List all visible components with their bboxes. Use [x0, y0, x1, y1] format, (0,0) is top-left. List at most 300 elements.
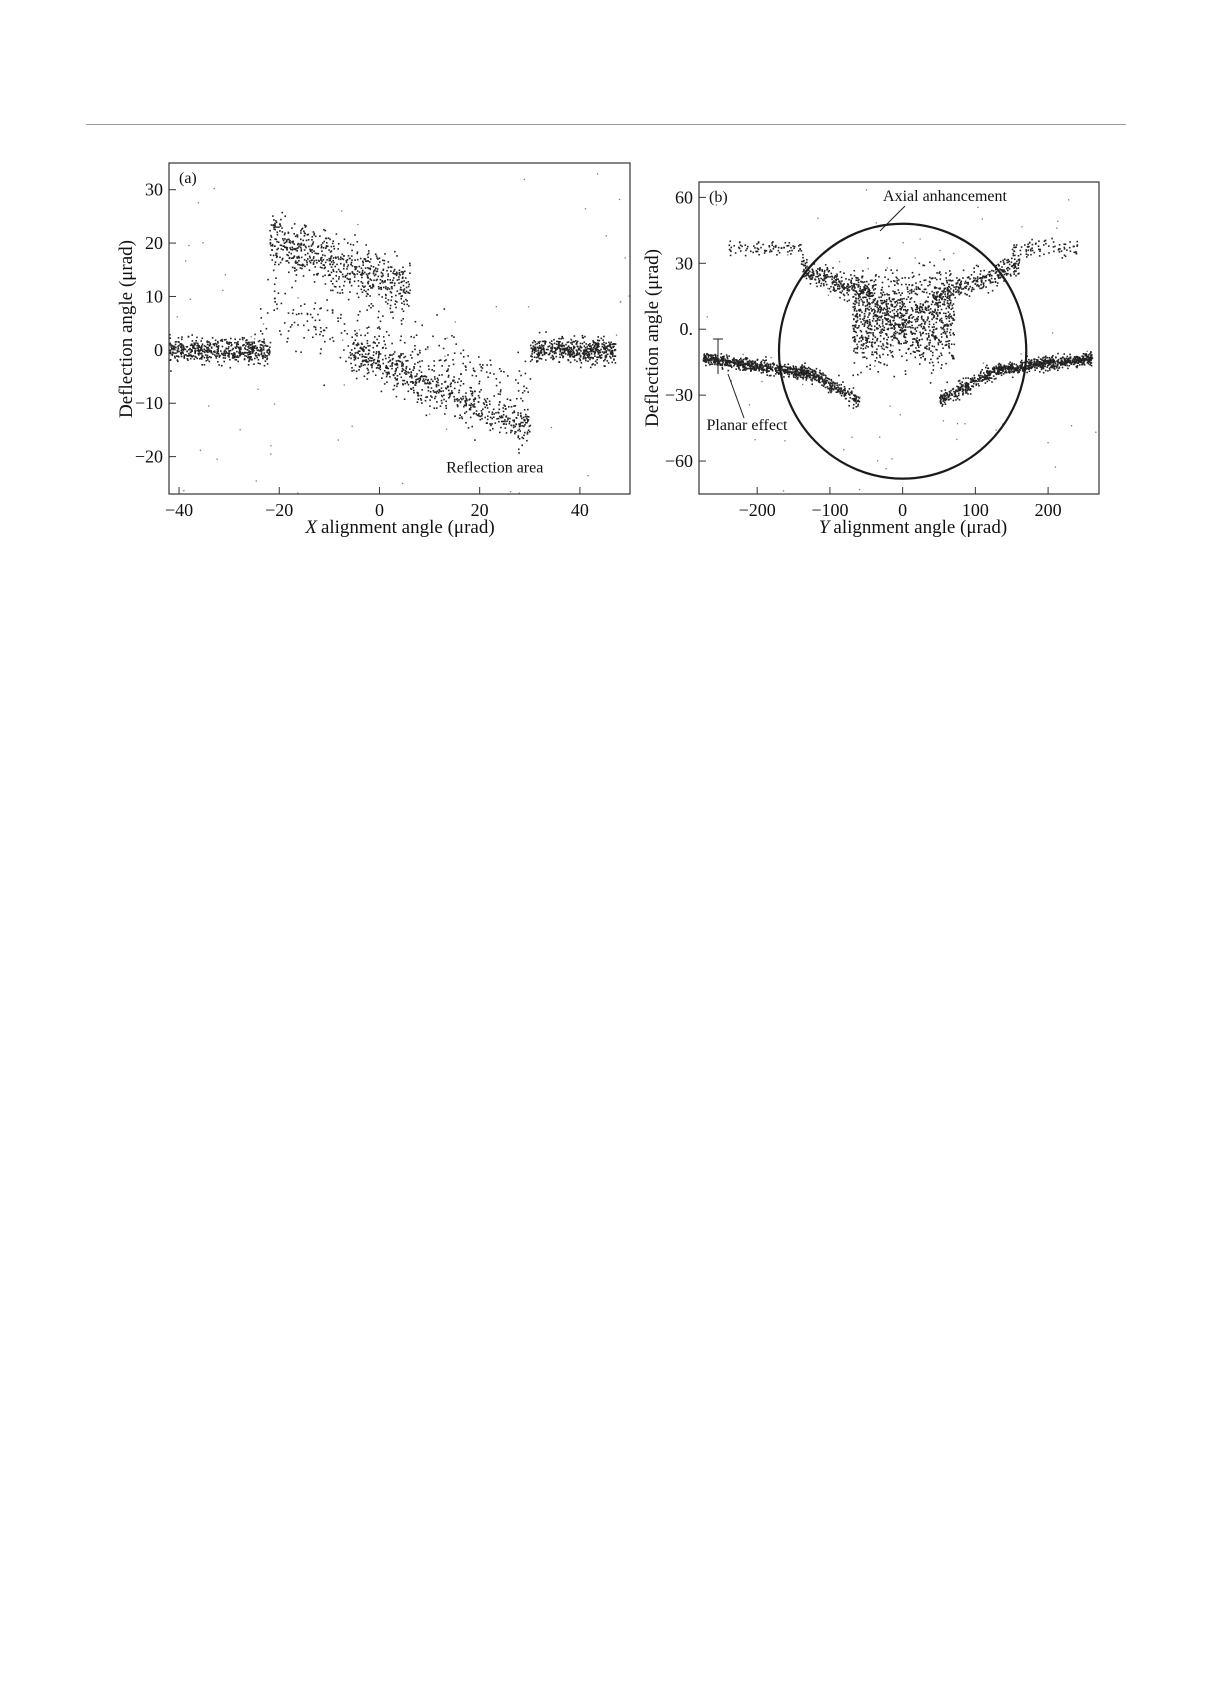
scatter-point-a [441, 400, 443, 402]
scatter-point-a [320, 257, 322, 259]
scatter-point-a [390, 282, 392, 284]
scatter-point-a [228, 343, 230, 345]
scatter-point-a [421, 402, 423, 404]
scatter-point-a [177, 351, 179, 353]
panel-b [642, 182, 1099, 538]
scatter-point-a [572, 341, 574, 343]
scatter-point-a [338, 269, 340, 271]
scatter-point-a [315, 252, 317, 254]
scatter-point-a [229, 342, 231, 344]
scatter-point-a [329, 338, 331, 340]
scatter-point-b [937, 309, 939, 311]
scatter-point-b [941, 405, 943, 407]
scatter-point-a [195, 342, 197, 344]
scatter-point-b [863, 348, 865, 350]
scatter-point-a [183, 490, 184, 491]
scatter-point-a [367, 378, 369, 380]
scatter-point-a [340, 357, 342, 359]
scatter-point-a [413, 387, 415, 389]
scatter-point-a [294, 223, 296, 225]
scatter-point-a [521, 445, 523, 447]
scatter-point-a [330, 260, 332, 262]
scatter-point-a [389, 288, 391, 290]
scatter-point-a [178, 356, 180, 358]
scatter-point-a [509, 418, 511, 420]
scatter-point-b [822, 372, 824, 374]
scatter-point-a [258, 359, 260, 361]
scatter-point-a [312, 337, 314, 339]
scatter-point-b [966, 382, 968, 384]
scatter-point-a [432, 380, 434, 382]
scatter-point-b [1050, 358, 1052, 360]
scatter-point-b [1008, 371, 1010, 373]
scatter-point-a [392, 359, 394, 361]
scatter-point-b [825, 375, 827, 377]
scatter-point-a [323, 229, 325, 231]
scatter-point-b [994, 369, 996, 371]
scatter-point-b [1049, 357, 1051, 359]
scatter-point-b [720, 360, 722, 362]
scatter-point-a [451, 390, 453, 392]
scatter-point-b [727, 361, 729, 363]
scatter-point-a [217, 361, 219, 363]
scatter-point-b [1052, 355, 1054, 357]
scatter-point-b [914, 333, 916, 335]
scatter-point-a [171, 344, 173, 346]
scatter-point-a [280, 262, 282, 264]
scatter-point-b [831, 390, 833, 392]
scatter-point-a [585, 347, 587, 349]
scatter-point-a [293, 257, 295, 259]
scatter-point-b [720, 364, 722, 366]
scatter-point-a [332, 283, 334, 285]
scatter-point-a [380, 279, 382, 281]
scatter-point-b [1086, 355, 1088, 357]
scatter-point-a [580, 356, 582, 358]
scatter-point-a [256, 480, 257, 481]
scatter-point-a [378, 368, 380, 370]
scatter-point-b [866, 281, 868, 283]
scatter-point-a [443, 394, 445, 396]
scatter-point-a [597, 173, 598, 174]
scatter-point-a [340, 317, 342, 319]
scatter-point-b [1069, 354, 1071, 356]
scatter-point-b [812, 373, 814, 375]
scatter-point-b [858, 304, 860, 306]
figure [0, 0, 1211, 560]
scatter-point-a [440, 405, 442, 407]
scatter-point-b [804, 362, 806, 364]
scatter-point-b [912, 344, 914, 346]
scatter-point-a [385, 294, 387, 296]
scatter-point-a [273, 270, 275, 272]
scatter-point-a [612, 354, 614, 356]
scatter-point-a [446, 338, 447, 339]
scatter-point-a [536, 357, 538, 359]
scatter-point-a [170, 354, 171, 355]
scatter-point-a [304, 303, 306, 305]
scatter-point-a [413, 392, 415, 394]
scatter-point-a [499, 368, 501, 370]
scatter-point-a [217, 355, 219, 357]
scatter-point-a [554, 353, 556, 355]
scatter-point-a [313, 256, 315, 258]
scatter-point-a [338, 258, 340, 260]
scatter-point-a [520, 422, 522, 424]
scatter-point-b [945, 363, 947, 365]
scatter-point-a [181, 339, 183, 341]
scatter-point-b [715, 354, 717, 356]
scatter-point-b [775, 370, 777, 372]
scatter-point-b [854, 395, 856, 397]
scatter-point-a [278, 241, 280, 243]
scatter-point-a [524, 179, 525, 180]
scatter-point-a [296, 248, 298, 250]
scatter-point-b [1088, 354, 1090, 356]
scatter-point-a [516, 398, 518, 400]
scatter-point-a [490, 417, 492, 419]
scatter-point-b [895, 331, 897, 333]
scatter-point-b [708, 360, 710, 362]
scatter-point-a [403, 369, 405, 371]
scatter-point-a [401, 289, 403, 291]
scatter-point-b [995, 378, 997, 380]
scatter-point-a [357, 259, 359, 261]
scatter-point-b [941, 364, 943, 366]
scatter-point-b [744, 369, 746, 371]
scatter-point-b [829, 390, 831, 392]
scatter-point-a [415, 321, 417, 323]
scatter-point-b [721, 353, 723, 355]
scatter-point-a [207, 344, 209, 346]
scatter-point-a [474, 390, 476, 392]
scatter-point-a [594, 355, 596, 357]
scatter-point-a [207, 340, 209, 342]
scatter-point-a [570, 354, 572, 356]
scatter-point-b [801, 374, 803, 376]
scatter-point-a [225, 357, 227, 359]
scatter-point-a [321, 247, 323, 249]
scatter-point-a [369, 345, 371, 347]
scatter-point-a [263, 349, 265, 351]
scatter-point-b [1089, 364, 1091, 366]
scatter-point-a [358, 285, 360, 287]
scatter-point-b [845, 398, 847, 400]
scatter-point-a [429, 399, 431, 401]
scatter-point-b [880, 362, 882, 364]
scatter-point-a [170, 359, 172, 361]
scatter-point-a [294, 268, 296, 270]
scatter-point-a [274, 301, 276, 303]
scatter-point-a [565, 353, 567, 355]
scatter-point-b [812, 375, 814, 377]
scatter-point-a [242, 339, 244, 341]
scatter-point-b [706, 354, 708, 356]
scatter-point-b [1009, 362, 1011, 364]
scatter-point-a [589, 359, 591, 361]
scatter-point-a [394, 385, 396, 387]
scatter-point-a [312, 244, 314, 246]
scatter-point-a [363, 346, 365, 348]
scatter-point-a [457, 382, 459, 384]
scatter-point-a [513, 405, 515, 407]
y-tick-label-a: −20 [134, 446, 163, 467]
scatter-point-a [370, 258, 372, 260]
scatter-point-b [1049, 362, 1051, 364]
scatter-point-a [362, 291, 364, 293]
scatter-point-a [391, 368, 393, 370]
scatter-point-a [489, 403, 491, 405]
scatter-point-b [991, 377, 993, 379]
scatter-point-a [349, 291, 351, 293]
scatter-point-b [916, 286, 918, 288]
scatter-point-b [907, 309, 909, 311]
scatter-point-b [912, 327, 914, 329]
scatter-point-a [337, 317, 339, 319]
scatter-point-b [1041, 359, 1043, 361]
scatter-point-b [1040, 361, 1042, 363]
scatter-point-b [1040, 364, 1042, 366]
scatter-point-a [320, 353, 322, 355]
scatter-point-b [881, 329, 883, 331]
scatter-point-b [1043, 357, 1045, 359]
scatter-point-b [942, 322, 944, 324]
scatter-point-a [476, 410, 478, 412]
scatter-point-a [333, 262, 335, 264]
scatter-point-a [585, 358, 587, 360]
scatter-point-a [305, 254, 307, 256]
scatter-point-b [793, 376, 795, 378]
scatter-point-b [800, 370, 802, 372]
scatter-point-a [580, 367, 582, 369]
scatter-point-b [823, 385, 825, 387]
scatter-point-a [404, 342, 406, 344]
scatter-point-a [487, 419, 489, 421]
scatter-point-a [498, 421, 500, 423]
scatter-point-a [502, 407, 504, 409]
scatter-point-a [351, 349, 353, 351]
scatter-point-a [470, 387, 472, 389]
scatter-point-a [533, 346, 535, 348]
scatter-point-a [210, 350, 212, 352]
scatter-point-a [365, 347, 367, 349]
scatter-point-a [413, 390, 415, 392]
scatter-point-a [250, 351, 252, 353]
scatter-point-a [481, 412, 483, 414]
scatter-point-a [348, 357, 350, 359]
scatter-point-a [524, 424, 526, 426]
scatter-point-a [445, 405, 447, 407]
scatter-point-a [302, 240, 304, 242]
scatter-point-b [857, 374, 859, 376]
scatter-point-a [547, 349, 549, 351]
scatter-point-a [404, 398, 406, 400]
scatter-point-a [303, 244, 305, 246]
scatter-point-a [515, 405, 517, 407]
scatter-point-a [267, 279, 269, 281]
scatter-point-a [559, 361, 561, 363]
scatter-point-a [181, 347, 183, 349]
scatter-point-b [852, 296, 854, 298]
scatter-point-a [590, 367, 592, 369]
scatter-point-b [943, 313, 945, 315]
scatter-point-b [782, 366, 784, 368]
scatter-point-a [385, 355, 387, 357]
scatter-point-a [359, 354, 361, 356]
scatter-point-a [341, 210, 342, 211]
scatter-point-b [743, 366, 745, 368]
scatter-point-a [223, 361, 225, 363]
scatter-point-a [393, 270, 395, 272]
scatter-point-b [927, 316, 929, 318]
scatter-point-b [1011, 365, 1013, 367]
scatter-point-a [276, 249, 278, 251]
scatter-point-a [344, 323, 346, 325]
scatter-point-b [722, 368, 724, 370]
scatter-point-b [793, 365, 795, 367]
scatter-point-a [523, 386, 525, 388]
scatter-point-b [996, 366, 998, 368]
scatter-point-a [474, 371, 476, 373]
scatter-point-a [400, 340, 402, 342]
scatter-point-a [357, 357, 359, 359]
scatter-point-a [361, 365, 363, 367]
scatter-point-b [841, 395, 843, 397]
scatter-point-a [298, 243, 300, 245]
scatter-point-a [347, 273, 349, 275]
scatter-point-a [283, 245, 285, 247]
scatter-point-b [813, 377, 815, 379]
scatter-point-a [248, 343, 250, 345]
scatter-point-a [364, 272, 366, 274]
scatter-point-a [332, 290, 334, 292]
scatter-point-b [1053, 368, 1055, 370]
scatter-point-a [341, 289, 343, 291]
scatter-point-b [934, 304, 936, 306]
scatter-point-b [893, 320, 895, 322]
scatter-point-a [211, 347, 213, 349]
scatter-point-b [942, 400, 944, 402]
scatter-point-a [549, 354, 551, 356]
scatter-point-a [454, 352, 456, 354]
scatter-point-b [767, 370, 769, 372]
scatter-point-a [374, 336, 376, 338]
scatter-point-b [822, 374, 824, 376]
scatter-point-b [941, 390, 943, 392]
scatter-point-a [598, 353, 600, 355]
scatter-point-a [259, 363, 261, 365]
scatter-point-a [526, 440, 528, 442]
scatter-point-a [562, 348, 564, 350]
scatter-point-a [260, 308, 262, 310]
scatter-point-a [249, 342, 251, 344]
scatter-point-b [785, 366, 787, 368]
scatter-point-b [879, 316, 881, 318]
scatter-point-a [517, 382, 519, 384]
scatter-point-b [998, 368, 1000, 370]
scatter-point-a [428, 383, 430, 385]
scatter-point-b [726, 354, 728, 356]
scatter-point-b [941, 396, 943, 398]
scatter-point-a [458, 378, 460, 380]
scatter-point-b [1057, 353, 1059, 355]
scatter-point-b [864, 356, 866, 358]
scatter-point-a [386, 376, 388, 378]
scatter-point-a [240, 348, 242, 350]
scatter-point-a [482, 364, 484, 366]
scatter-point-b [748, 361, 750, 363]
scatter-point-b [765, 365, 767, 367]
scatter-point-a [481, 370, 483, 372]
scatter-point-a [504, 421, 506, 423]
scatter-point-a [266, 359, 268, 361]
scatter-point-a [396, 378, 398, 380]
scatter-point-a [241, 353, 243, 355]
scatter-point-a [490, 360, 492, 362]
scatter-point-a [412, 369, 414, 371]
scatter-point-a [371, 367, 373, 369]
scatter-point-a [251, 342, 253, 344]
scatter-point-a [372, 347, 374, 349]
scatter-point-a [332, 309, 334, 311]
scatter-point-a [436, 314, 438, 316]
scatter-point-b [1006, 372, 1008, 374]
scatter-point-a [416, 375, 418, 377]
scatter-point-b [1070, 356, 1072, 358]
scatter-point-b [885, 303, 887, 305]
scatter-point-b [882, 319, 884, 321]
scatter-point-a [522, 425, 524, 427]
scatter-point-b [1090, 355, 1092, 357]
scatter-point-b [892, 355, 894, 357]
scatter-point-a [597, 340, 599, 342]
scatter-point-b [716, 359, 718, 361]
scatter-point-a [202, 350, 204, 352]
scatter-point-a [337, 256, 339, 258]
scatter-point-a [503, 371, 505, 373]
scatter-point-a [528, 306, 529, 307]
scatter-point-a [279, 257, 281, 259]
scatter-point-b [704, 357, 706, 359]
scatter-point-b [840, 388, 842, 390]
scatter-point-b [980, 373, 982, 375]
scatter-point-a [406, 373, 408, 375]
scatter-point-a [367, 343, 369, 345]
scatter-point-b [829, 387, 831, 389]
scatter-point-a [576, 361, 578, 363]
scatter-point-a [221, 365, 223, 367]
scatter-point-b [765, 356, 767, 358]
scatter-point-a [613, 343, 615, 345]
scatter-point-a [188, 336, 190, 338]
scatter-point-a [328, 258, 330, 260]
scatter-point-a [610, 342, 612, 344]
scatter-point-b [904, 306, 906, 308]
scatter-point-a [375, 353, 377, 355]
scatter-point-a [363, 356, 365, 358]
scatter-point-b [978, 380, 980, 382]
scatter-point-a [406, 381, 408, 383]
scatter-point-a [463, 406, 465, 408]
scatter-point-a [324, 264, 326, 266]
scatter-point-a [511, 425, 513, 427]
scatter-point-a [217, 342, 219, 344]
scatter-point-a [353, 370, 355, 372]
scatter-point-a [268, 354, 270, 356]
scatter-point-a [525, 414, 527, 416]
scatter-point-a [352, 272, 354, 274]
scatter-point-a [231, 353, 233, 355]
